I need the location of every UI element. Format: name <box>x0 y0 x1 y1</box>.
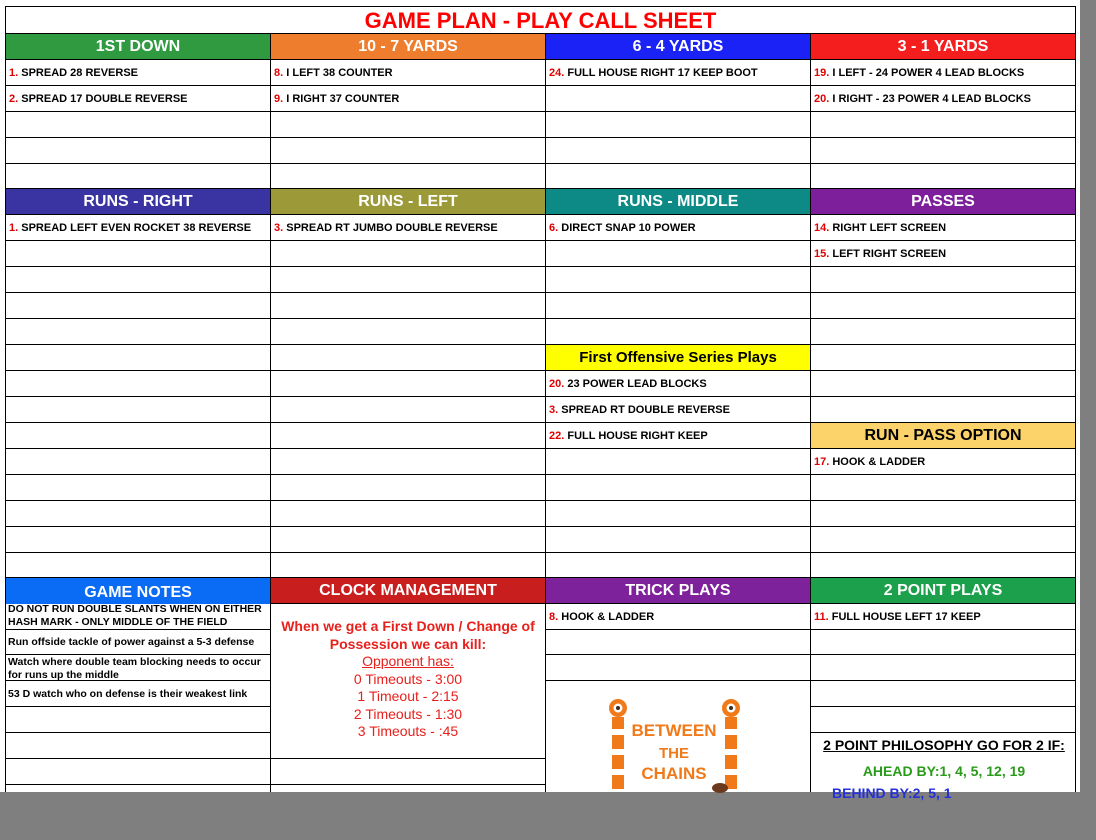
header-runs-middle: RUNS - MIDDLE <box>546 189 810 214</box>
play-3-1-2[interactable]: 20. I RIGHT - 23 POWER 4 LEAD BLOCKS <box>814 93 1031 105</box>
play-6-4-1[interactable]: 24. FULL HOUSE RIGHT 17 KEEP BOOT <box>549 67 758 79</box>
row-line <box>270 758 545 759</box>
row-line <box>545 629 810 630</box>
row-line <box>5 292 1076 293</box>
play-first-series-1[interactable]: 20. 23 POWER LEAD BLOCKS <box>549 378 707 390</box>
row-line <box>5 732 270 733</box>
play-10-7-1[interactable]: 8. I LEFT 38 COUNTER <box>274 67 393 79</box>
header-1st-down: 1ST DOWN <box>6 34 270 59</box>
header-10-7-yards: 10 - 7 YARDS <box>271 34 545 59</box>
chain-marker-right-icon <box>722 699 740 789</box>
play-runs-middle-1[interactable]: 6. DIRECT SNAP 10 POWER <box>549 222 696 234</box>
row-line <box>810 654 1076 655</box>
header-passes: PASSES <box>811 189 1075 214</box>
column-divider-1 <box>270 33 271 792</box>
row-line <box>810 732 1076 733</box>
play-1st-down-2[interactable]: 2. SPREAD 17 DOUBLE REVERSE <box>9 93 188 105</box>
sheet-right-border <box>1075 6 1076 792</box>
play-2-point-1[interactable]: 11. FULL HOUSE LEFT 17 KEEP <box>814 611 981 623</box>
sheet-left-border <box>5 6 6 792</box>
column-divider-3 <box>810 33 811 792</box>
chain-marker-left-icon <box>609 699 627 789</box>
play-runs-right-1[interactable]: 1. SPREAD LEFT EVEN ROCKET 38 REVERSE <box>9 222 252 234</box>
clock-opponent-label: Opponent has: <box>362 653 454 669</box>
football-icon <box>712 783 728 793</box>
row-line <box>270 784 545 785</box>
play-10-7-2[interactable]: 9. I RIGHT 37 COUNTER <box>274 93 400 105</box>
sheet-title: GAME PLAN - PLAY CALL SHEET <box>364 8 717 33</box>
header-first-offensive-series: First Offensive Series Plays <box>546 345 810 370</box>
clock-timeout-0: 0 Timeouts - 3:00 <box>353 670 463 687</box>
logo-text-line3: CHAINS <box>641 764 707 783</box>
header-6-4-yards: 6 - 4 YARDS <box>546 34 810 59</box>
row-line <box>5 370 1076 371</box>
row-line <box>810 680 1076 681</box>
play-first-series-3[interactable]: 22. FULL HOUSE RIGHT KEEP <box>549 430 708 442</box>
play-trick-1[interactable]: 8. HOOK & LADDER <box>549 611 655 623</box>
row-line <box>810 706 1076 707</box>
clock-timeout-1: 1 Timeout - 2:15 <box>357 688 459 704</box>
row-line <box>5 706 270 707</box>
play-3-1-1[interactable]: 19. I LEFT - 24 POWER 4 LEAD BLOCKS <box>814 67 1025 79</box>
game-note-1: DO NOT RUN DOUBLE SLANTS WHEN ON EITHER HASH MARK - ONLY MIDDLE OF THE FIELD <box>8 603 262 628</box>
header-trick-plays: TRICK PLAYS <box>546 578 810 603</box>
row-line <box>5 318 1076 319</box>
header-3-1-yards: 3 - 1 YARDS <box>811 34 1075 59</box>
header-run-pass-option: RUN - PASS OPTION <box>811 423 1075 448</box>
logo-text-line2: THE <box>659 745 689 762</box>
play-run-pass-1[interactable]: 17. HOOK & LADDER <box>814 456 926 468</box>
header-2-point-plays: 2 POINT PLAYS <box>811 578 1075 603</box>
clock-management-panel <box>272 618 544 741</box>
header-runs-left: RUNS - LEFT <box>271 189 545 214</box>
row-line <box>5 344 1076 345</box>
clock-timeout-2: 2 Timeouts - 1:30 <box>353 705 463 722</box>
play-first-series-2[interactable]: 3. SPREAD RT DOUBLE REVERSE <box>549 404 730 416</box>
row-line <box>5 758 270 759</box>
game-note-2: Run offside tackle of power against a 5-3 defense <box>8 636 255 648</box>
game-note-4: 53 D watch who on defense is their weakest link <box>8 688 248 700</box>
row-line <box>545 680 810 681</box>
two-point-ahead-by: AHEAD BY:1, 4, 5, 12, 19 <box>862 763 1026 779</box>
row-line <box>5 500 1076 501</box>
row-line <box>5 396 1076 397</box>
row-line <box>5 784 270 785</box>
row-line <box>545 654 810 655</box>
logo-text-line1: BETWEEN <box>631 721 717 740</box>
play-runs-left-1[interactable]: 3. SPREAD RT JUMBO DOUBLE REVERSE <box>274 222 498 234</box>
row-line <box>810 629 1076 630</box>
clock-timeout-3: 3 Timeouts - :45 <box>357 723 459 739</box>
game-note-3: Watch where double team blocking needs to occur for runs up the middle <box>8 656 261 681</box>
row-line <box>5 137 1076 138</box>
row-line <box>5 111 1076 112</box>
row-line <box>5 629 270 630</box>
row-line <box>5 654 270 655</box>
two-point-behind-by: BEHIND BY:2, 5, 1 <box>832 785 952 801</box>
play-passes-1[interactable]: 14. RIGHT LEFT SCREEN <box>814 222 947 234</box>
play-1st-down-1[interactable]: 1. SPREAD 28 REVERSE <box>9 67 139 79</box>
row-line <box>5 163 1076 164</box>
row-line <box>5 526 1076 527</box>
play-passes-2[interactable]: 15. LEFT RIGHT SCREEN <box>814 248 947 260</box>
row-line <box>5 552 1076 553</box>
row-line <box>5 266 1076 267</box>
clock-lead-text: When we get a First Down / Change of Possession we can kill: <box>281 618 535 652</box>
header-game-notes: GAME NOTES <box>6 578 270 604</box>
two-point-philosophy-title: 2 POINT PHILOSOPHY GO FOR 2 IF: <box>823 737 1065 753</box>
row-line <box>5 474 1076 475</box>
header-clock-management: CLOCK MANAGEMENT <box>271 578 545 603</box>
between-the-chains-logo <box>602 694 747 794</box>
header-runs-right: RUNS - RIGHT <box>6 189 270 214</box>
